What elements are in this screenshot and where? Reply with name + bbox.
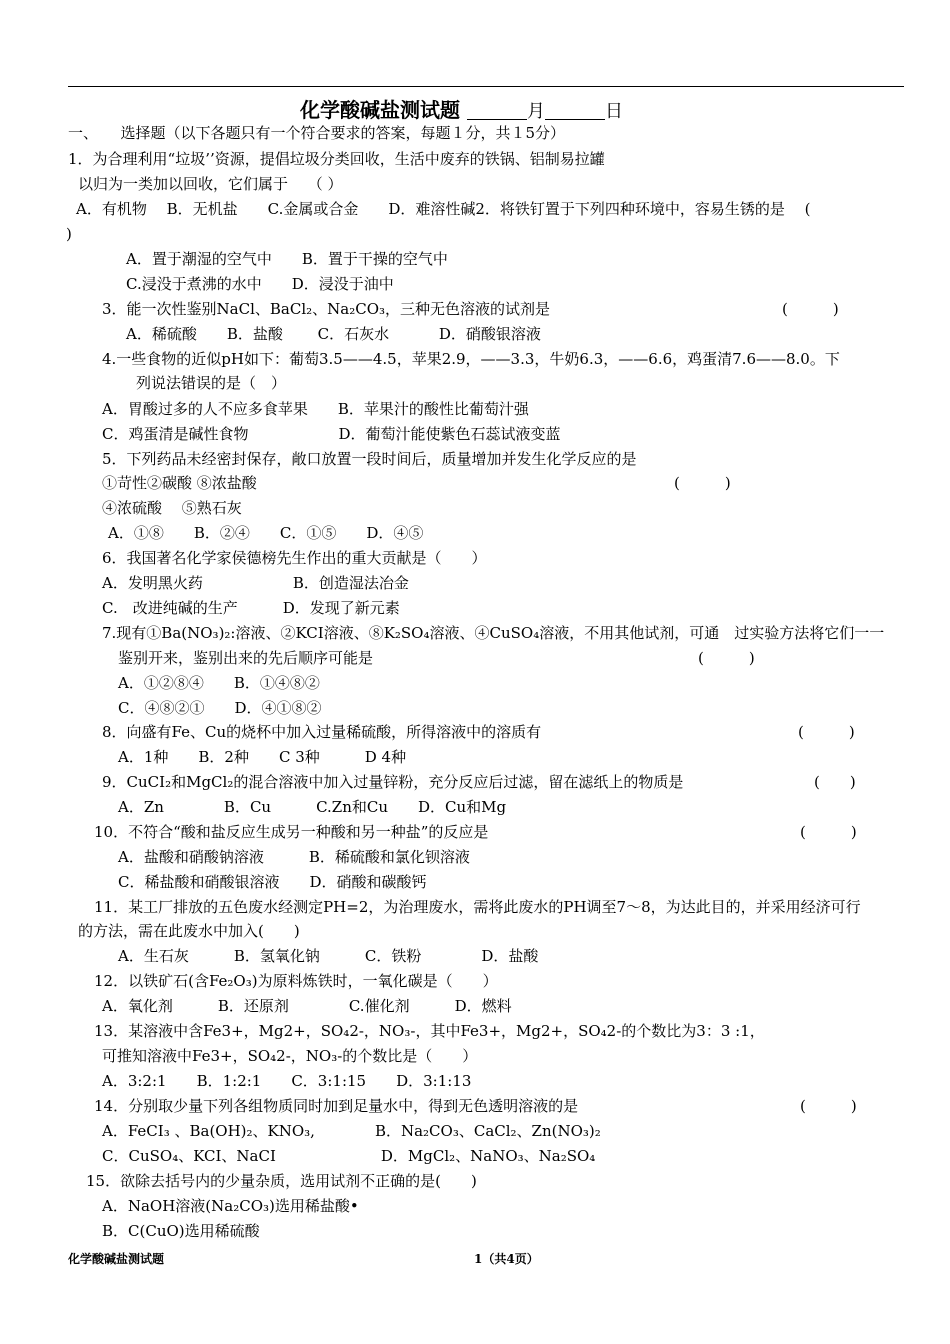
text-line: A．生石灰 B．氢氧化钠 C．铁粉 D．盐酸 xyxy=(118,947,539,965)
text-line: 可推知溶液中Fe3+，SO₄2-，NO₃-的个数比是（ ） xyxy=(102,1047,478,1065)
footer-title: 化学酸碱盐测试题 xyxy=(68,1252,165,1266)
title-text: 化学酸碱盐测试题 xyxy=(300,98,460,122)
text-line: 以归为一类加以回收，它们属于 （ ） xyxy=(78,175,343,193)
text-line: ( ) xyxy=(782,300,839,318)
header-rule xyxy=(68,86,904,87)
page-title xyxy=(300,94,623,123)
text-line: A．①②⑧④ B．①④⑧② xyxy=(118,674,320,692)
text-line: ( ) xyxy=(798,723,855,741)
text-line: 7.现有①Ba(NO₃)₂:溶液、②KCI溶液、⑧K₂SO₄溶液、④CuSO₄溶液，不用其他试剂，可通 过实验方法将它们一一 xyxy=(102,624,885,642)
text-line: A．NaOH溶液(Na₂CO₃)选用稀盐酸• xyxy=(102,1197,359,1215)
text-line: ( ) xyxy=(814,773,856,791)
month-blank xyxy=(467,101,527,120)
text-line: 12．以铁矿石(含Fe₂O₃)为原料炼铁时，一氧化碳是（ ） xyxy=(94,972,498,990)
text-line: A．发明黑火药 B．创造湿法冶金 xyxy=(102,574,409,592)
text-line: ( ) xyxy=(674,474,731,492)
text-line: ) xyxy=(66,225,72,243)
text-line: C．稀盐酸和硝酸银溶液 D．硝酸和碳酸钙 xyxy=(118,873,427,891)
text-line: 3．能一次性鉴别NaCl、BaCl₂、Na₂CO₃，三种无色溶液的试剂是 xyxy=(102,300,551,318)
text-line: C. 改进纯碱的生产 D．发现了新元素 xyxy=(102,599,400,617)
text-line: C．④⑧②① D．④①⑧② xyxy=(118,699,322,717)
text-line: 的方法，需在此废水中加入( ) xyxy=(78,922,300,940)
text-line: A．Zn B．Cu C.Zn和Cu D．Cu和Mg xyxy=(118,798,507,816)
text-line: A．1种 B．2种 C 3种 D 4种 xyxy=(118,748,407,766)
text-line: B．C(CuO)选用稀硫酸 xyxy=(102,1222,260,1240)
text-line: A．胃酸过多的人不应多食苹果 B．苹果汁的酸性比葡萄汁强 xyxy=(102,400,529,418)
text-line: 列说法错误的是（ ） xyxy=(136,374,287,392)
text-line: C．鸡蛋清是碱性食物 D．葡萄汁能使紫色石蕊试液变蓝 xyxy=(102,425,561,443)
text-line: A．稀硫酸 B．盐酸 C．石灰水 D．硝酸银溶液 xyxy=(126,325,541,343)
text-line: A．氧化剂 B．还原剂 C.催化剂 D．燃料 xyxy=(102,997,512,1015)
text-line: 11．某工厂排放的五色废水经测定PH=2，为治理废水，需将此废水的PH调至7～8，为达此目的，并采用经济可行 xyxy=(94,898,861,916)
text-line: A．①⑧ B．②④ C．①⑤ D．④⑤ xyxy=(108,524,424,542)
text-line: 9．CuCI₂和MgCl₂的混合溶液中加入过量锌粉，充分反应后过滤，留在滤纸上的物质是 xyxy=(102,773,684,791)
text-line: ①苛性②碳酸 ⑧浓盐酸 xyxy=(102,474,257,492)
text-line: 一、 选择题（以下各题只有一个符合要求的答案，每题１分，共１5分） xyxy=(68,124,566,142)
text-line: 14．分别取少量下列各组物质同时加到足量水中，得到无色透明溶液的是 xyxy=(94,1097,579,1115)
text-line: ( ) xyxy=(800,1097,857,1115)
text-line: 6．我国著名化学家侯德榜先生作出的重大贡献是（ ） xyxy=(102,549,487,567)
day-label: 日 xyxy=(604,101,623,122)
text-line: A．FeCI₃ 、Ba(OH)₂、KNO₃, B．Na₂CO₃、CaCl₂、Zn(NO₃)₂ xyxy=(102,1122,601,1140)
text-line: 13．某溶液中含Fe3+，Mg2+，SO₄2-，NO₃-，其中Fe3+，Mg2+，SO₄2-的个数比为3：3 :1， xyxy=(94,1022,765,1040)
text-line: C．CuSO₄、KCI、NaCI D．MgCl₂、NaNO₃、Na₂SO₄ xyxy=(102,1147,596,1165)
text-line: 5．下列药品未经密封保存，敞口放置一段时间后，质量增加并发生化学反应的是 xyxy=(102,450,637,468)
day-blank xyxy=(545,101,605,120)
text-line: 10．不符合“酸和盐反应生成另一种酸和另一种盐”的反应是 xyxy=(94,823,489,841)
text-line: 鉴别开来，鉴别出来的先后顺序可能是 xyxy=(118,649,374,667)
text-line: C.浸没于煮沸的水中 D．浸没于油中 xyxy=(126,275,394,293)
text-line: ④浓硫酸 ⑤熟石灰 xyxy=(102,499,242,517)
text-line: A．有机物 B．无机盐 C.金属或合金 D．难溶性碱2．将铁钉置于下列四种环境中，容易生锈的是 ( xyxy=(76,200,811,218)
text-line: 15．欲除去括号内的少量杂质，选用试剂不正确的是( ) xyxy=(86,1172,477,1190)
text-line: 8．向盛有Fe、Cu的烧杯中加入过量稀硫酸，所得溶液中的溶质有 xyxy=(102,723,542,741)
footer-page-number: 1（共4页） xyxy=(474,1252,539,1266)
text-line: A．盐酸和硝酸钠溶液 B．稀硫酸和氯化钡溶液 xyxy=(118,848,470,866)
month-label: 月 xyxy=(526,101,545,122)
text-line: A．置于潮湿的空气中 B．置于干操的空气中 xyxy=(126,250,448,268)
text-line: 4.一些食物的近似pH如下：葡萄3.5——4.5，苹果2.9，——3.3，牛奶6.3，——6.6，鸡蛋清7.6——8.0。下 xyxy=(102,350,840,368)
text-line: ( ) xyxy=(800,823,857,841)
text-line: A．3:2:1 B．1:2:1 C．3:1:15 D．3:1:13 xyxy=(102,1072,472,1090)
text-line: ( ) xyxy=(698,649,755,667)
text-line: 1．为合理利用“垃圾’’资源，提倡垃圾分类回收，生活中废弃的铁锅、铝制易拉罐 xyxy=(68,150,605,168)
